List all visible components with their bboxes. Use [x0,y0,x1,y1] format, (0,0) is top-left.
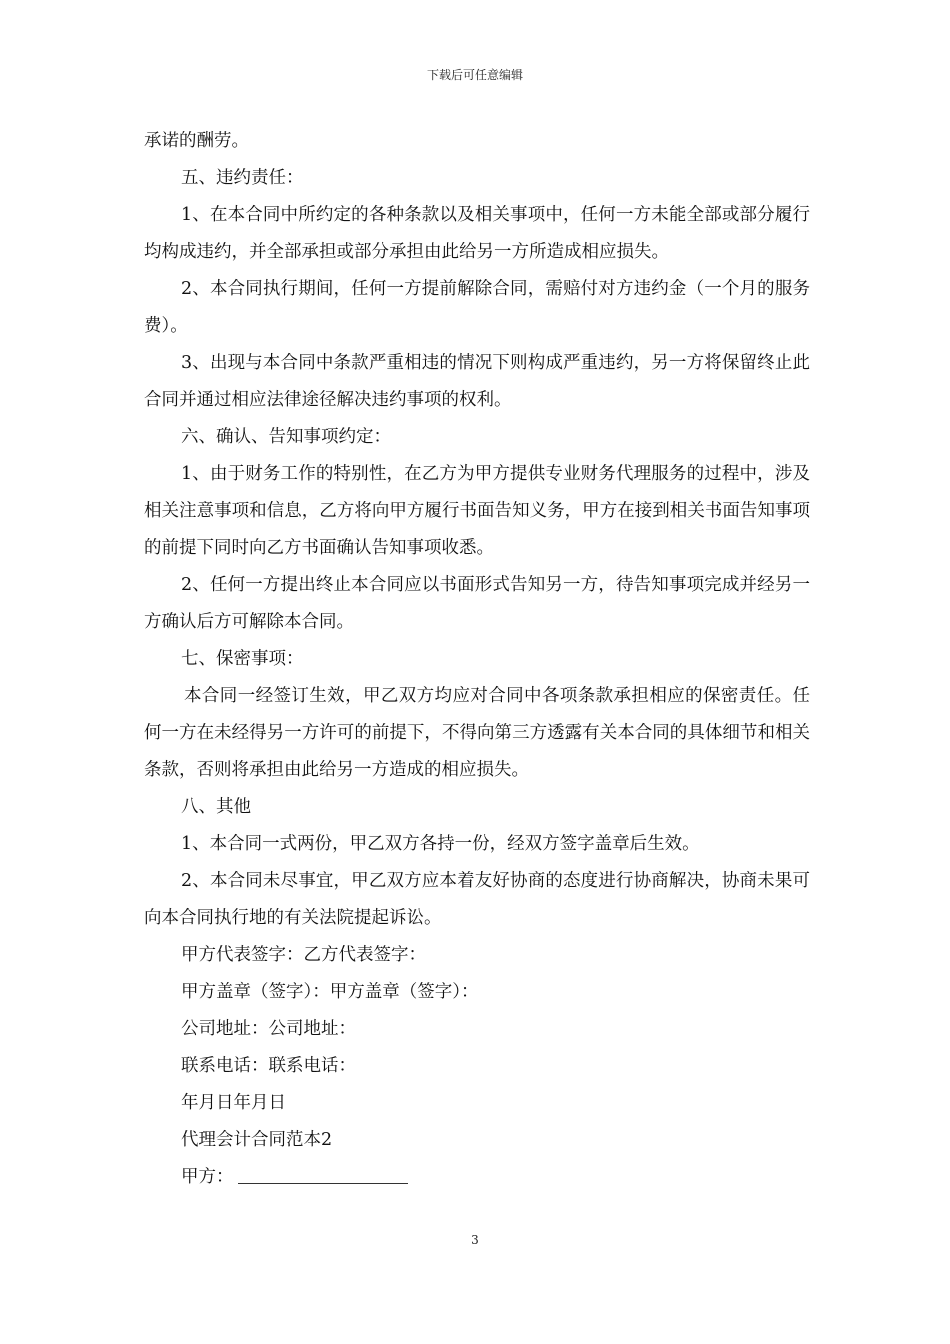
signature-line: 甲方代表签字：乙方代表签字： [181,945,426,965]
section-heading-other: 八、其他 [181,797,251,817]
clause-breach-1: 1、在本合同中所约定的各种条款以及相关事项中，任何一方未能全部或部分履行均构成违约，并全部承担或部分承担由此给另一方所造成相应损失。 [144,205,810,262]
clause-other-2: 2、本合同未尽事宜，甲乙双方应本着友好协商的态度进行协商解决，协商未果可向本合同执行地的有关法院提起诉讼。 [144,871,810,928]
clause-confidentiality: 本合同一经签订生效，甲乙双方均应对合同中各项条款承担相应的保密责任。任何一方在未经得另一方许可的前提下，不得向第三方透露有关本合同的具体细节和相关条款，否则将承担由此给另一方造成的相应损失。 [144,686,810,780]
party-a-label: 甲方： [181,1167,234,1187]
paragraph-continuation: 承诺的酬劳。 [144,131,249,151]
contract-template-title: 代理会计合同范本2 [181,1130,333,1150]
party-a-line [144,1159,810,1196]
clause-confirmation-1: 1、由于财务工作的特别性，在乙方为甲方提供专业财务代理服务的过程中，涉及相关注意事项和信息，乙方将向甲方履行书面告知义务，甲方在接到相关书面告知事项的前提下同时向乙方书面确认告知事项收悉。 [144,464,810,558]
address-line: 公司地址：公司地址： [181,1019,356,1039]
section-heading-breach: 五、违约责任： [181,168,304,188]
section-heading-confirmation: 六、确认、告知事项约定： [181,427,391,447]
clause-breach-3: 3、出现与本合同中条款严重相违的情况下则构成严重违约，另一方将保留终止此合同并通过相应法律途径解决违约事项的权利。 [144,353,810,410]
phone-line: 联系电话：联系电话： [181,1056,356,1076]
page-header: 下载后可任意编辑 [426,68,523,82]
section-heading-confidentiality: 七、保密事项： [181,649,304,669]
page-number: 3 [471,1233,479,1247]
party-a-blank [238,1165,408,1184]
clause-other-1: 1、本合同一式两份，甲乙双方各持一份，经双方签字盖章后生效。 [181,834,700,854]
document-body [144,123,810,1196]
clause-confirmation-2: 2、任何一方提出终止本合同应以书面形式告知另一方，待告知事项完成并经另一方确认后方可解除本合同。 [144,575,810,632]
seal-line: 甲方盖章（签字）：甲方盖章（签字）： [181,982,479,1002]
date-line: 年月日年月日 [181,1093,286,1113]
clause-breach-2: 2、本合同执行期间，任何一方提前解除合同，需赔付对方违约金（一个月的服务费）。 [144,279,810,336]
